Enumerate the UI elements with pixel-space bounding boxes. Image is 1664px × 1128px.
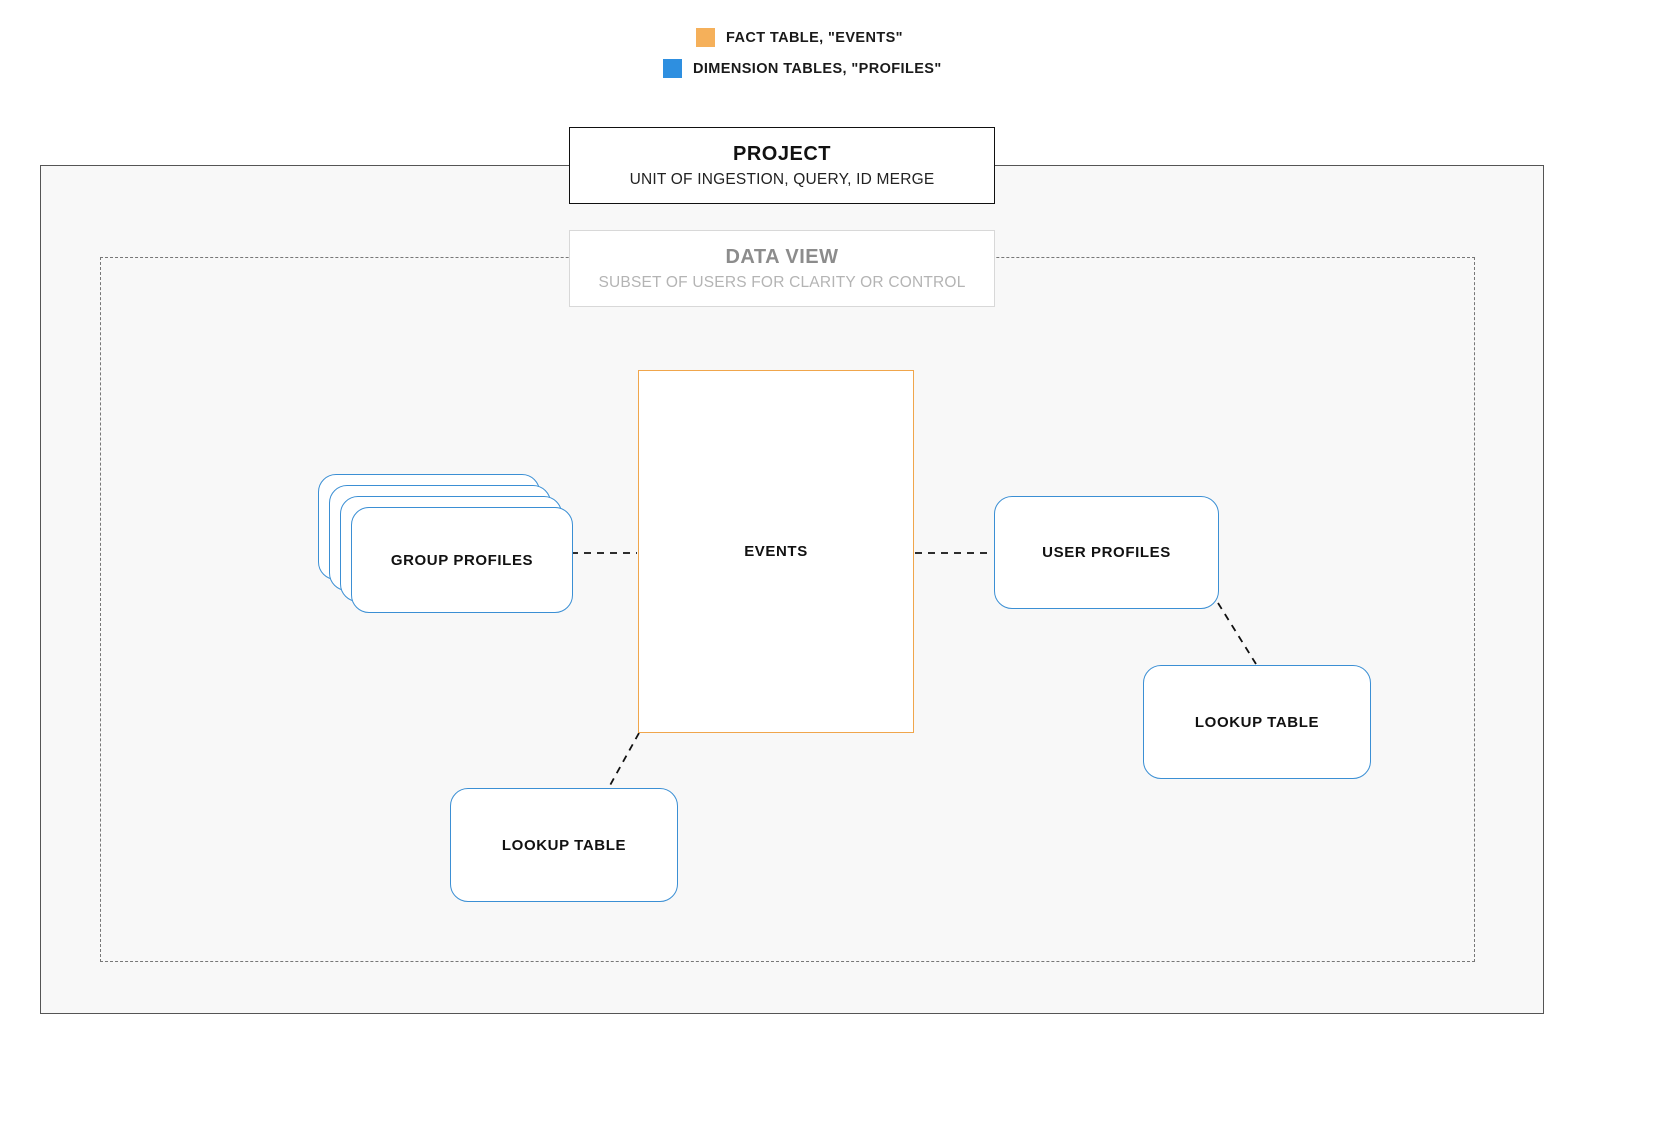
node-events[interactable] [638, 370, 914, 733]
project-title-plate [569, 127, 995, 204]
node-group-profiles[interactable] [318, 474, 570, 610]
stack-card-front[interactable] [351, 507, 573, 613]
data-view-title: DATA VIEW [725, 245, 839, 268]
legend-item-fact-table [0, 28, 1664, 47]
node-label: LOOKUP TABLE [501, 836, 627, 854]
node-label: USER PROFILES [1042, 544, 1171, 561]
data-view-subtitle: SUBSET OF USERS FOR CLARITY OR CONTROL [598, 273, 966, 291]
node-user-profiles[interactable] [994, 496, 1219, 609]
legend-item-dimension-tables [0, 59, 1664, 78]
node-lookup-table-right[interactable] [1143, 665, 1371, 779]
node-label: GROUP PROFILES [390, 551, 534, 569]
project-subtitle: UNIT OF INGESTION, QUERY, ID MERGE [629, 170, 935, 188]
square-swatch-icon [663, 59, 682, 78]
node-lookup-table-left[interactable] [450, 788, 678, 902]
page-title: PROJECT [733, 142, 831, 165]
square-swatch-icon [696, 28, 715, 47]
legend-item-label: FACT TABLE, "EVENTS" [726, 29, 903, 46]
data-view-title-plate [569, 230, 995, 307]
legend-item-label: DIMENSION TABLES, "PROFILES" [693, 60, 942, 77]
legend [0, 28, 1664, 90]
node-label: EVENTS [744, 543, 808, 560]
node-label: LOOKUP TABLE [1194, 713, 1320, 731]
